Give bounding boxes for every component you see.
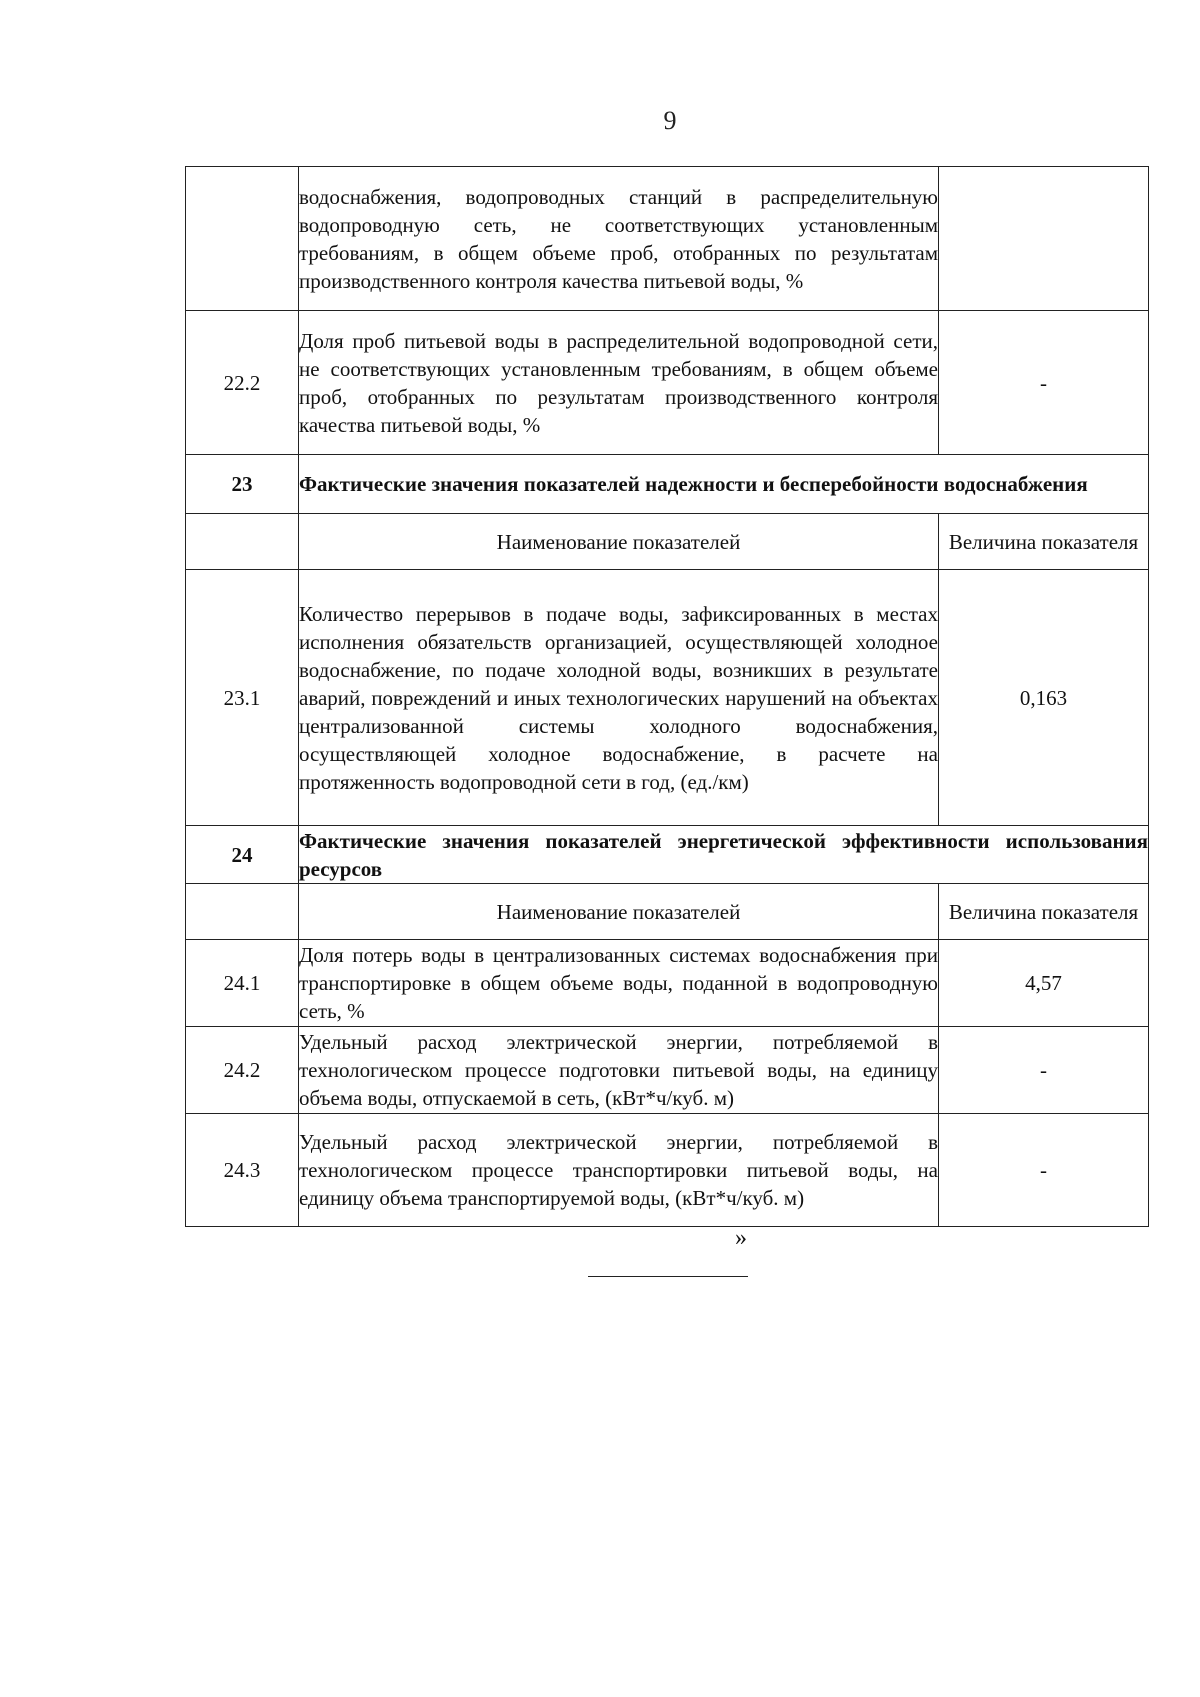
section-number: 23 — [186, 455, 299, 514]
table-row — [186, 1027, 1149, 1114]
table-row — [186, 570, 1149, 826]
empty-cell — [186, 514, 299, 570]
row-value: - — [939, 1027, 1149, 1114]
table-row — [186, 311, 1149, 455]
row-value: - — [939, 311, 1149, 455]
table-row — [186, 167, 1149, 311]
column-header-row — [186, 884, 1149, 940]
row-number — [186, 167, 299, 311]
row-number: 22.2 — [186, 311, 299, 455]
table-row — [186, 1114, 1149, 1227]
row-value: 4,57 — [939, 940, 1149, 1027]
empty-cell — [186, 884, 299, 940]
row-description: Удельный расход электрической энергии, потребляемой в технологическом процессе подготовки питьевой воды, на единицу объема воды, отпускаемой в сеть, (кВт*ч/куб. м) — [299, 1027, 939, 1114]
row-description: Удельный расход электрической энергии, потребляемой в технологическом процессе транспортировки питьевой воды, на единицу объема транспортируемой воды, (кВт*ч/куб. м) — [299, 1114, 939, 1227]
row-description: Доля потерь воды в централизованных системах водоснабжения при транспортировке в общем объеме воды, поданной в водопроводную сеть, % — [299, 940, 939, 1027]
column-header-row — [186, 514, 1149, 570]
table-row — [186, 940, 1149, 1027]
row-number: 24.1 — [186, 940, 299, 1027]
row-number: 23.1 — [186, 570, 299, 826]
end-rule-divider — [588, 1276, 748, 1277]
section-title: Фактические значения показателей энергетической эффективности использования ресурсов — [299, 826, 1149, 884]
indicators-table — [185, 166, 1149, 1227]
row-description: Доля проб питьевой воды в распределительной водопроводной сети, не соответствующих установленным требованиям, в общем объеме проб, отобранных по результатам производственного контроля качества питьевой воды, % — [299, 311, 939, 455]
column-header-value: Величина показателя — [939, 884, 1149, 940]
page-number: 9 — [663, 106, 677, 135]
column-header-name: Наименование показателей — [299, 884, 939, 940]
section-title: Фактические значения показателей надежности и бесперебойности водоснабжения — [299, 455, 1149, 514]
closing-quote-mark: » — [735, 1225, 747, 1251]
section-number: 24 — [186, 826, 299, 884]
column-header-name: Наименование показателей — [299, 514, 939, 570]
row-value: 0,163 — [939, 570, 1149, 826]
row-number: 24.3 — [186, 1114, 299, 1227]
column-header-value: Величина показателя — [939, 514, 1149, 570]
row-value: - — [939, 1114, 1149, 1227]
section-heading-row — [186, 826, 1149, 884]
row-description: Количество перерывов в подаче воды, зафиксированных в местах исполнения обязательств организацией, осуществляющей холодное водоснабжение, по подаче холодной воды, возникших в результате аварий, повреждений и иных технологических нарушений на объектах централизованной системы холодного водоснабжения, осуществляющей холодное водоснабжение, в расчете на протяженность водопроводной сети в год, (ед./км) — [299, 570, 939, 826]
row-number: 24.2 — [186, 1027, 299, 1114]
row-description: водоснабжения, водопроводных станций в распределительную водопроводную сеть, не соответствующих установленным требованиям, в общем объеме проб, отобранных по результатам производственного контроля качества питьевой воды, % — [299, 167, 939, 311]
row-value — [939, 167, 1149, 311]
section-heading-row — [186, 455, 1149, 514]
